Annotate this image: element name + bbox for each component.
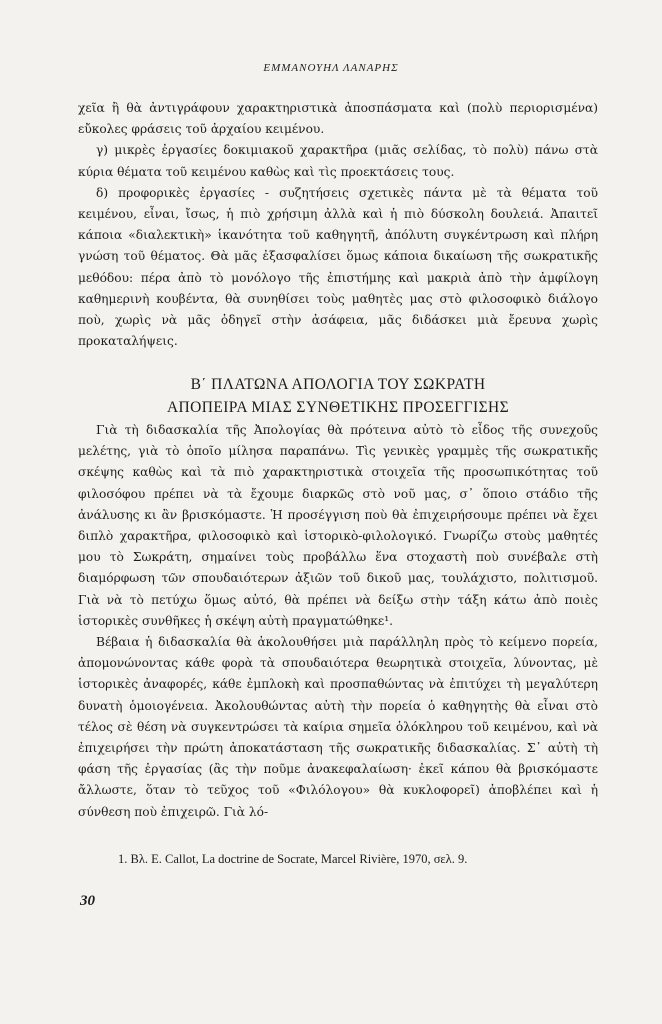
paragraph: γ) μικρὲς ἐργασίες δοκιμιακοῦ χαρακτῆρα (μιᾶς σελίδας, τὸ πολὺ) πάνω στὰ κύρια θέματα τοῦ κειμένου καθὼς καὶ τὶς προεκτάσεις τους. <box>78 143 598 179</box>
intro-text <box>78 98 598 352</box>
section-heading: Β΄ ΠΛΑΤΩΝΑ ΑΠΟΛΟΓΙΑ ΤΟΥ ΣΩΚΡΑΤΗ <box>190 376 486 393</box>
paragraph: Βέβαια ἡ διδασκαλία θὰ ἀκολουθήσει μιὰ παράλληλη πρὸς τὸ κείμενο πορεία, ἀπομονώνοντας κάθε φορὰ τὰ σπουδαιότερα θεωρητικὰ στοιχεῖα, λύνοντας, μὲ ἱστορικὲς ἀναφορές, κάθε ἐμπλοκὴ καὶ προσπαθώντας νὰ ἐπιτύχει τὴ μεγαλύτερη δυνατὴ ὁμοιογένεια. Ἀκολουθώντας αὐτὴ τὴν πορεία ὁ καθηγητὴς θὰ εἶναι στὸ τέλος σὲ θέση νὰ συγκεντρώσει τὰ καίρια σημεῖα ὁλόκληρου τοῦ κειμένου, καὶ νὰ ἐπιχειρήσει τὴν πρώτη ἀποκατάσταση τῆς σωκρατικῆς διδασκαλίας. Σ᾽ αὐτὴ τὴ φάση τῆς ἐργασίας (ἂς τὴν ποῦμε ἀνακεφαλαίωση· ἐκεῖ κάπου θὰ βρισκόμαστε ἄλλωστε, ὅταν τὸ τεῦχος τοῦ «Φιλόλογου» θὰ κυκλοφορεῖ) ἀποβλέπει καὶ ἡ σύνθεση ποὺ ἐπιχειρῶ. Γιὰ λό- <box>78 635 598 819</box>
paragraph: χεῖα ἢ θὰ ἀντιγράφουν χαρακτηριστικὰ ἀποσπάσματα καὶ (πολὺ περιορισμένα) εὔκολες φράσεις τοῦ ἀρχαίου κειμένου. <box>78 101 598 137</box>
page-number: 30 <box>80 893 95 909</box>
paragraph: δ) προφορικὲς ἐργασίες - συζητήσεις σχετικὲς πάντα μὲ τὰ θέματα τοῦ κειμένου, εἶναι, ἴσως, ἡ πιὸ χρήσιμη ἀλλὰ καὶ ἡ πιὸ δύσκολη δουλειά. Ἀπαιτεῖ κάποια «διαλεκτικὴ» ἱκανότητα τοῦ καθηγητῆ, ἀπόλυτη συγκέντρωση καὶ πλήρη γνώση τοῦ θέματος. Θὰ μᾶς ἐξασφαλίσει ὅμως κάποια δικαίωση τῆς σωκρατικῆς μεθόδου: πέρα ἀπὸ τὸ μονόλογο τῆς ἐπιστήμης καὶ μακριὰ ἀπὸ τὴν ἀμφίλογη καθημερινὴ κουβέντα, θὰ συνηθίσει τοὺς μαθητὲς μας στὸ φιλοσοφικὸ διάλογο ποὺ, χωρὶς νὰ μᾶς ὁδηγεῖ στὴν ἀσάφεια, μᾶς διδάσκει μιὰ ἔρευνα χωρὶς προκαταλήψεις. <box>78 185 598 349</box>
body-text <box>78 420 598 823</box>
paragraph: Γιὰ τὴ διδασκαλία τῆς Ἀπολογίας θὰ πρότεινα αὐτὸ τὸ εἶδος τῆς συνεχοῦς μελέτης, γιὰ τὸ ὁποῖο μίλησα παραπάνω. Τὶς γενικὲς γραμμὲς τῆς σωκρατικῆς σκέψης καθὼς καὶ τὰ πιὸ χαρακτηριστικὰ στοιχεῖα τῆς προσωπικότητας τοῦ φιλοσόφου πρέπει νὰ τὰ ἔχουμε διαρκῶς στὸ νοῦ μας, σ᾽ ὅποιο στάδιο τῆς ἀνάλυσης κι ἂν βρισκόμαστε. Ἡ προσέγγιση ποὺ θὰ ἐπιχειρήσουμε πρέπει νὰ ἔχει διπλὸ χαρακτῆρα, φιλοσοφικὸ καὶ ἱστορικὸ-φιλολογικό. Γνωρίζω στοὺς μαθητές μου τὸ Σωκράτη, σημαίνει τοὺς προβάλλω ἕνα στοχαστὴ ποὺ συνέβαλε στὴ διαμόρφωση τῶν σπουδαιότερων ἀξιῶν τοῦ δικοῦ μας, τουλάχιστο, πολιτισμοῦ. Γιὰ νὰ τὸ πετύχω ὅμως αὐτό, θὰ πρέπει νὰ δείξω στὴν τάξη κάτω ἀπὸ ποιὲς ἱστορικὲς συνθῆκες ἡ σκέψη αὐτὴ πραγματώθηκε¹. <box>78 423 598 628</box>
footnote: 1. Βλ. E. Callot, La doctrine de Socrate, Marcel Rivière, 1970, σελ. 9. <box>118 852 468 866</box>
running-head: ΕΜΜΑΝΟΥΗΛ ΛΑΝΑΡΗΣ <box>263 62 399 74</box>
section-subheading: ΑΠΟΠΕΙΡΑ ΜΙΑΣ ΣΥΝΘΕΤΙΚΗΣ ΠΡΟΣΕΓΓΙΣΗΣ <box>166 399 510 416</box>
